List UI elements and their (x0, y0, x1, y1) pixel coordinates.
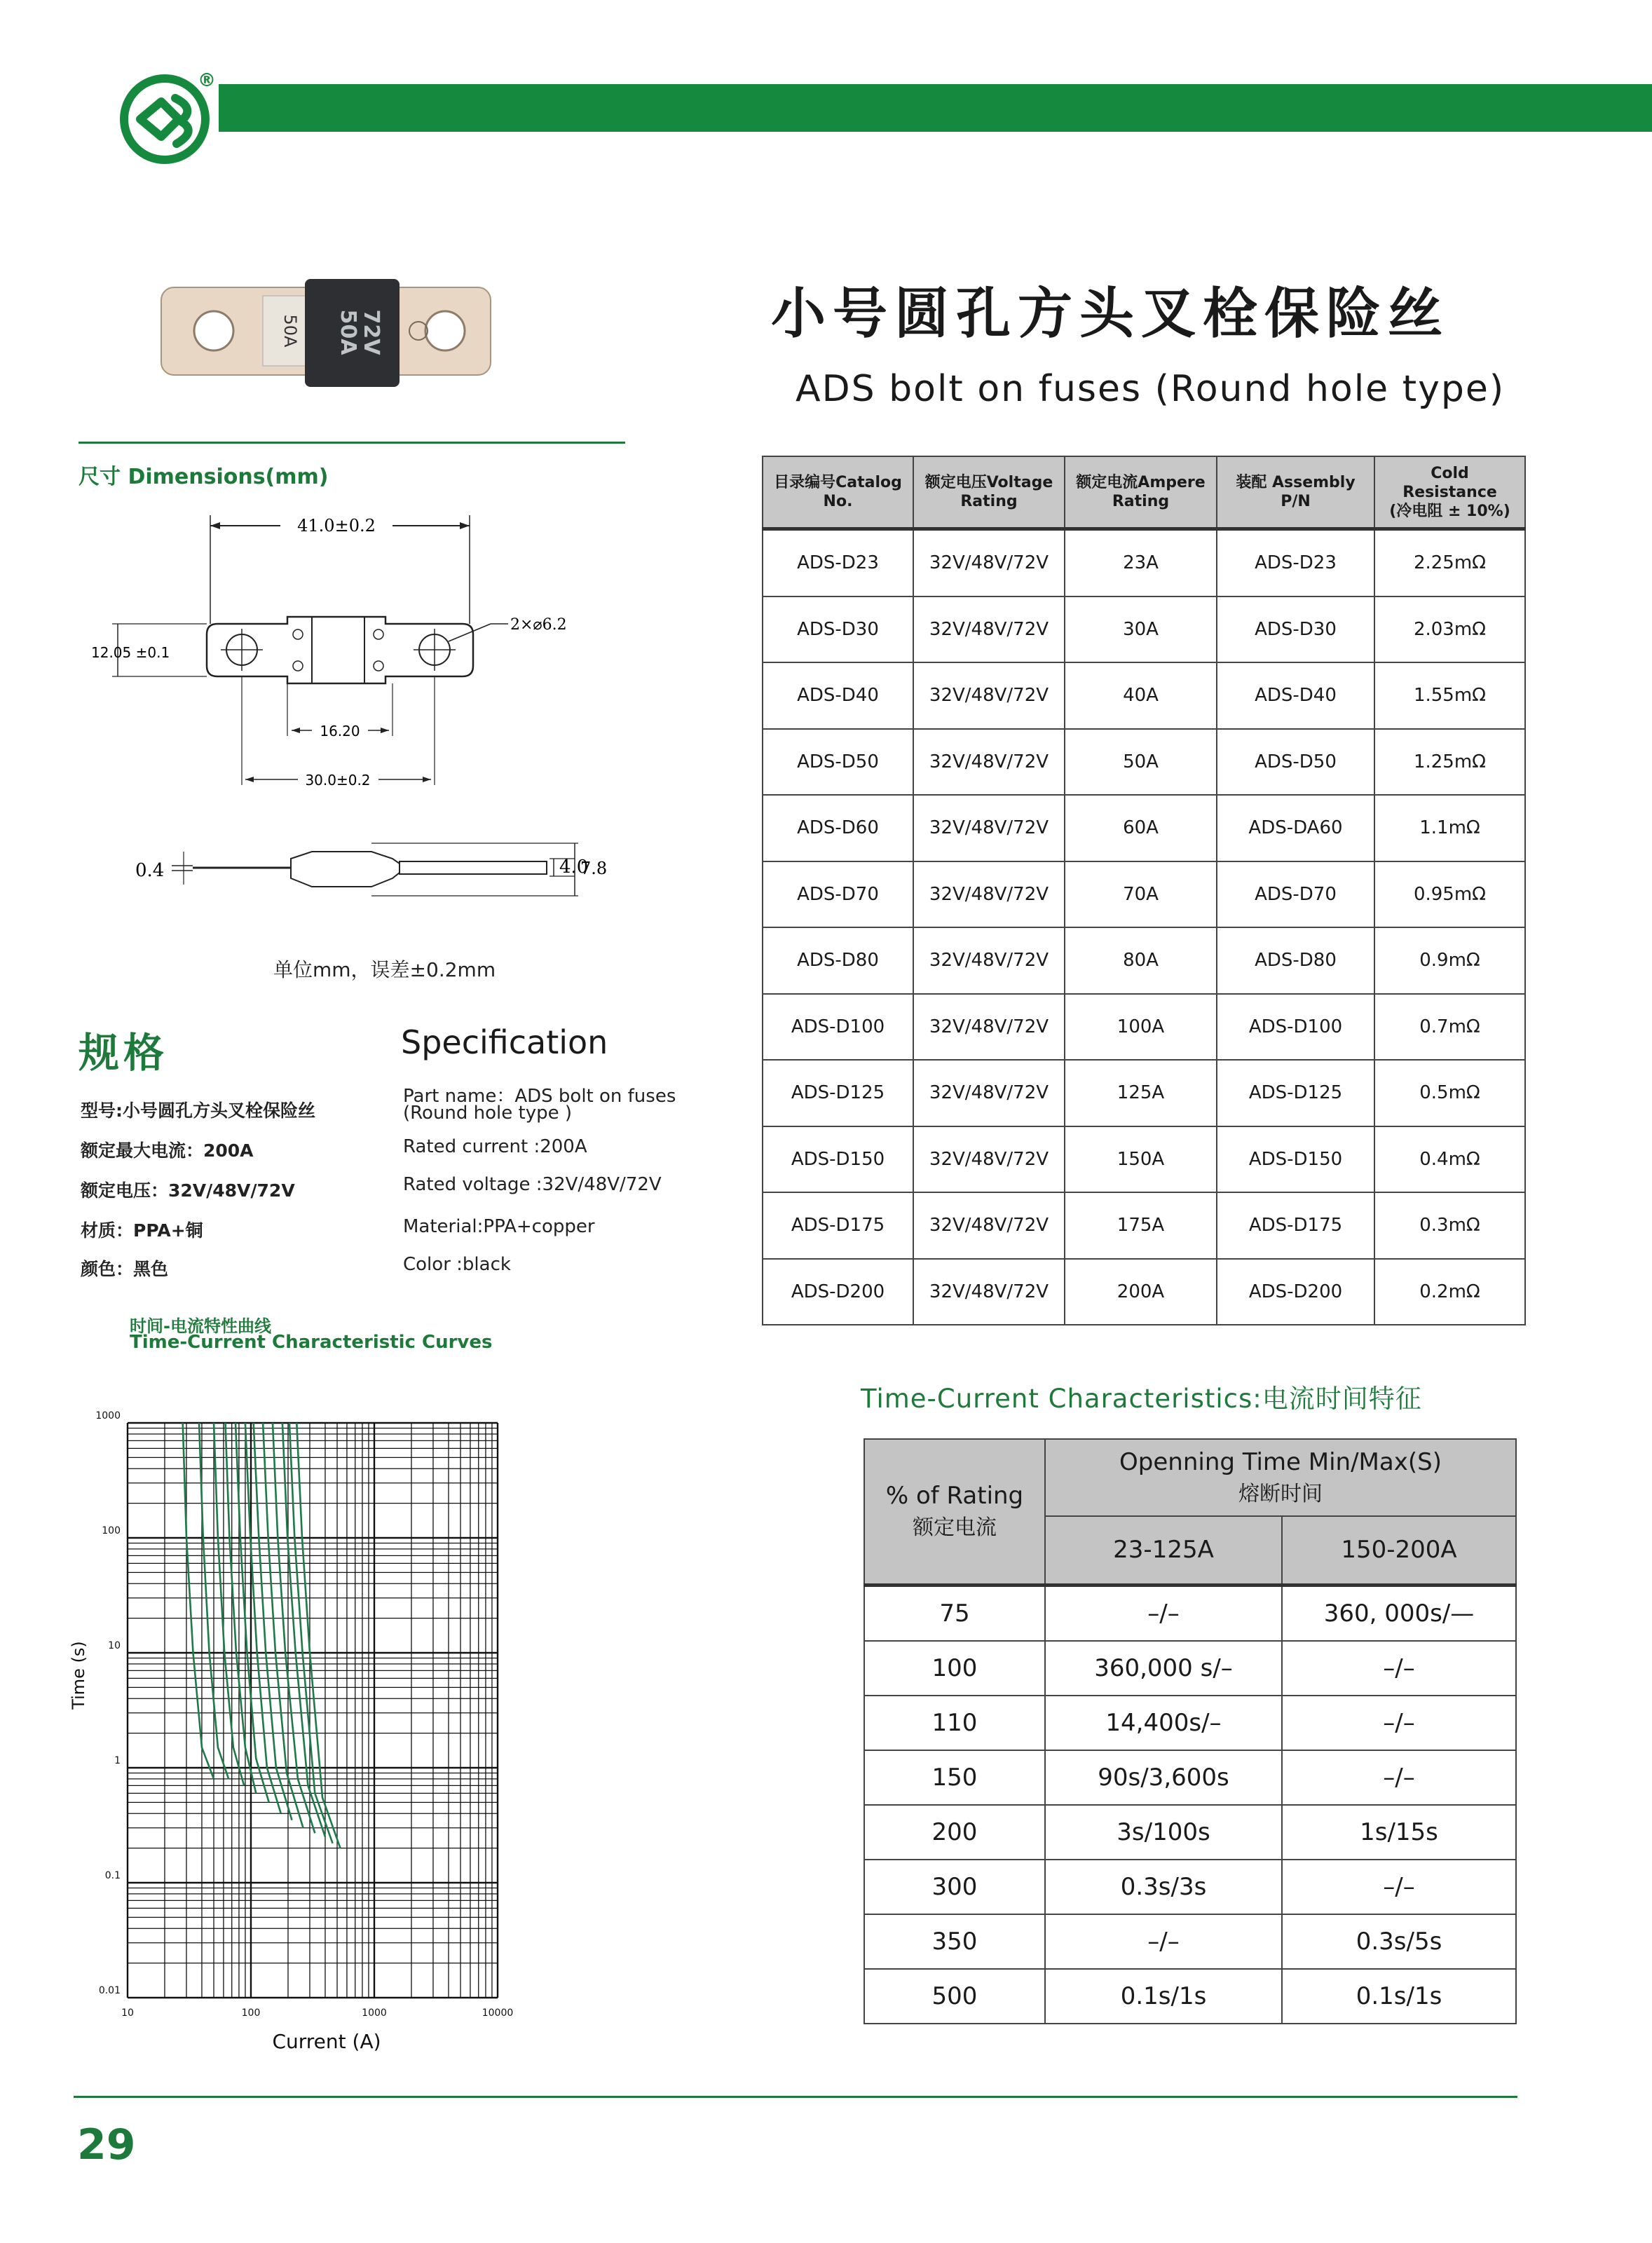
table-cell: 30A (1065, 596, 1217, 663)
x-axis-label: Current (A) (272, 2030, 381, 2053)
y-tick-label: 10 (108, 1640, 121, 1651)
col-header-voltage: 额定电压Voltage Rating (913, 456, 1065, 529)
table-row (763, 994, 1525, 1061)
y-tick-label: 0.1 (104, 1870, 121, 1881)
table-cell: 90s/3,600s (1045, 1750, 1282, 1805)
table-cell: 2.25mΩ (1374, 529, 1525, 596)
table-cell: 32V/48V/72V (913, 861, 1065, 928)
table-cell: ADS-D100 (1217, 994, 1374, 1061)
table-cell: 40A (1065, 662, 1217, 729)
table-cell: 32V/48V/72V (913, 927, 1065, 994)
table-row (763, 662, 1525, 729)
spec-heading-en: Specification (401, 1023, 608, 1061)
table-cell: –/– (1045, 1585, 1282, 1641)
fuse-label-1: 50A (280, 314, 300, 348)
table-row (763, 1060, 1525, 1126)
table-cell: 32V/48V/72V (913, 596, 1065, 663)
table-cell: 300 (864, 1860, 1045, 1914)
table-cell: 60A (1065, 795, 1217, 861)
y-tick-label: 100 (102, 1525, 121, 1536)
rating-header: % of Rating 额定电流 (864, 1439, 1045, 1585)
table-cell: 32V/48V/72V (913, 1060, 1065, 1126)
table-cell: ADS-D70 (1217, 861, 1374, 928)
table-row (864, 1696, 1516, 1750)
table-row (864, 1805, 1516, 1860)
dimensions-heading: 尺寸 Dimensions(mm) (78, 465, 329, 489)
y-axis-label: Time (s) (69, 1641, 88, 1710)
spec-en-line: Material:PPA+copper (403, 1216, 595, 1237)
curve-line (289, 1423, 333, 1843)
header-bar (219, 84, 1652, 132)
table-cell: ADS-D100 (763, 994, 913, 1061)
table-cell: 100 (864, 1641, 1045, 1696)
table-cell: 0.3mΩ (1374, 1192, 1525, 1259)
table-row (763, 1259, 1525, 1325)
spec-cn-line: 额定电压：32V/48V/72V (81, 1180, 295, 1201)
table-cell: 75 (864, 1585, 1045, 1641)
table-cell: ADS-D150 (1217, 1126, 1374, 1193)
table-cell: 1.25mΩ (1374, 729, 1525, 796)
spec-en-line: Color :black (403, 1254, 511, 1275)
spec-cn-line: 额定最大电流：200A (81, 1140, 254, 1161)
table-cell: 0.9mΩ (1374, 927, 1525, 994)
hole-label: 2×⌀6.2 (510, 616, 567, 634)
table-cell: 0.1s/1s (1282, 1969, 1516, 2024)
dimension-drawing (70, 505, 631, 925)
table-cell: ADS-D80 (1217, 927, 1374, 994)
table-cell: 3s/100s (1045, 1805, 1282, 1860)
table-row (864, 1585, 1516, 1641)
table-row (763, 729, 1525, 796)
y-tick-label: 1 (114, 1755, 121, 1766)
spec-en-line: Part name：ADS bolt on fuses (403, 1086, 676, 1107)
table-cell: ADS-D50 (1217, 729, 1374, 796)
table-cell: ADS-D40 (763, 662, 913, 729)
table-cell: 32V/48V/72V (913, 994, 1065, 1061)
table-cell: 32V/48V/72V (913, 1259, 1065, 1325)
curve-line (282, 1423, 325, 1837)
x-tick-label: 1000 (362, 2007, 387, 2019)
table-cell: ADS-D70 (763, 861, 913, 928)
time-current-chart (49, 1353, 554, 2068)
table-cell: 0.5mΩ (1374, 1060, 1525, 1126)
table-cell: ADS-D200 (1217, 1259, 1374, 1325)
table-cell: 0.1s/1s (1045, 1969, 1282, 2024)
table-row (763, 1126, 1525, 1193)
table-cell: ADS-D23 (763, 529, 913, 596)
table-header-row (763, 456, 1525, 529)
dimension-note: 单位mm，误差±0.2mm (273, 958, 496, 981)
table-cell: –/– (1282, 1750, 1516, 1805)
spec-heading-cn: 规格 (78, 1029, 169, 1077)
table-cell: 32V/48V/72V (913, 662, 1065, 729)
col-header-catalog: 目录编号Catalog No. (763, 456, 913, 529)
fuse-label-2: 50A (336, 309, 360, 355)
col-header-assembly: 装配 Assembly P/N (1217, 456, 1374, 529)
table-cell: –/– (1045, 1914, 1282, 1969)
page-number: 29 (77, 2120, 136, 2169)
side-inner-label: 4.0 (559, 857, 589, 878)
table-row (763, 861, 1525, 928)
thickness-label: 0.4 (135, 860, 165, 881)
table-row (864, 1914, 1516, 1969)
curve-line (214, 1423, 244, 1785)
section-divider (78, 442, 625, 444)
spec-cn-line: 材质：PPA+铜 (81, 1220, 203, 1241)
table-cell: ADS-D50 (763, 729, 913, 796)
body-width-label: 16.20 (320, 723, 360, 739)
table-row (864, 1860, 1516, 1914)
table-cell: ADS-DA60 (1217, 795, 1374, 861)
table-cell: 360,000 s/– (1045, 1641, 1282, 1696)
table-row (763, 596, 1525, 663)
table-cell: 14,400s/– (1045, 1696, 1282, 1750)
table-cell: 50A (1065, 729, 1217, 796)
side-outer-label: 7.8 (580, 859, 608, 878)
col-header-resistance: Cold Resistance (冷电阻 ± 10%) (1374, 456, 1525, 529)
table-cell: 32V/48V/72V (913, 529, 1065, 596)
table-cell: –/– (1282, 1641, 1516, 1696)
table-cell: ADS-D80 (763, 927, 913, 994)
table-cell: 360, 000s/— (1282, 1585, 1516, 1641)
spec-en-line: Rated current :200A (403, 1136, 587, 1157)
spec-en-line: Rated voltage :32V/48V/72V (403, 1174, 662, 1195)
col-header-ampere: 额定电流Ampere Rating (1065, 456, 1217, 529)
table-cell: ADS-D150 (763, 1126, 913, 1193)
table-cell: ADS-D30 (763, 596, 913, 663)
registered-mark: ® (198, 70, 216, 91)
table-row (864, 1641, 1516, 1696)
table-cell: ADS-D60 (763, 795, 913, 861)
table-cell: 32V/48V/72V (913, 1192, 1065, 1259)
table-row (763, 1192, 1525, 1259)
table-cell: 0.3s/5s (1282, 1914, 1516, 1969)
table-cell: 0.7mΩ (1374, 994, 1525, 1061)
table-cell: 500 (864, 1969, 1045, 2024)
table-cell: 0.95mΩ (1374, 861, 1525, 928)
table-cell: ADS-D30 (1217, 596, 1374, 663)
table-cell: ADS-D40 (1217, 662, 1374, 729)
curve-line (296, 1423, 340, 1848)
table-cell: 0.4mΩ (1374, 1126, 1525, 1193)
table-cell: 0.2mΩ (1374, 1259, 1525, 1325)
footer-divider (74, 2096, 1517, 2098)
table-cell: 1.55mΩ (1374, 662, 1525, 729)
hole-spacing-label: 30.0±0.2 (305, 772, 371, 789)
table-cell: 100A (1065, 994, 1217, 1061)
table-cell: ADS-D200 (763, 1259, 913, 1325)
table-cell: 80A (1065, 927, 1217, 994)
overall-length-label: 41.0±0.2 (297, 516, 376, 536)
spec-en-line: (Round hole type ) (403, 1103, 573, 1124)
chart-title: Time-Current Characteristic Curves (130, 1332, 493, 1353)
height-label: 12.05 ±0.1 (91, 644, 170, 661)
table-row (763, 927, 1525, 994)
table-cell: 1s/15s (1282, 1805, 1516, 1860)
table-cell: 200 (864, 1805, 1045, 1860)
subheader-high: 150-200A (1282, 1516, 1516, 1585)
table-cell: ADS-D175 (763, 1192, 913, 1259)
table-cell: 110 (864, 1696, 1045, 1750)
curve-line (183, 1423, 214, 1779)
table-cell: 32V/48V/72V (913, 729, 1065, 796)
tc-header-row (864, 1439, 1516, 1516)
table-cell: 200A (1065, 1259, 1217, 1325)
table-row (864, 1750, 1516, 1805)
table-cell: ADS-D175 (1217, 1192, 1374, 1259)
table-row (763, 795, 1525, 861)
y-tick-label: 0.01 (98, 1985, 121, 1996)
fuse-catalog-table (762, 456, 1526, 1325)
chart-title-cn: 时间-电流特性曲线 (130, 1316, 271, 1336)
table-cell: 70A (1065, 861, 1217, 928)
title-cn: 小号圆孔方头叉栓保险丝 (771, 282, 1450, 346)
tc-table-title: Time-Current Characteristics:电流时间特征 (861, 1384, 1422, 1414)
table-cell: 32V/48V/72V (913, 1126, 1065, 1193)
table-cell: –/– (1282, 1696, 1516, 1750)
table-cell: ADS-D23 (1217, 529, 1374, 596)
y-tick-label: 1000 (95, 1410, 121, 1422)
table-cell: 350 (864, 1914, 1045, 1969)
opening-time-header: Openning Time Min/Max(S) 熔断时间 (1045, 1439, 1516, 1516)
x-tick-label: 100 (241, 2007, 261, 2019)
fuse-label-3: 72V (359, 309, 383, 355)
table-cell: 0.3s/3s (1045, 1860, 1282, 1914)
table-row (763, 529, 1525, 596)
table-cell: ADS-D125 (1217, 1060, 1374, 1126)
table-cell: ADS-D125 (763, 1060, 913, 1126)
x-tick-label: 10000 (482, 2007, 514, 2019)
table-cell: 175A (1065, 1192, 1217, 1259)
table-cell: 1.1mΩ (1374, 795, 1525, 861)
fuse-photo (158, 273, 494, 393)
time-current-table (863, 1438, 1517, 2024)
table-cell: 2.03mΩ (1374, 596, 1525, 663)
table-cell: –/– (1282, 1860, 1516, 1914)
spec-cn-line: 型号:小号圆孔方头叉栓保险丝 (81, 1100, 315, 1121)
table-cell: 150 (864, 1750, 1045, 1805)
table-cell: 32V/48V/72V (913, 795, 1065, 861)
table-cell: 125A (1065, 1060, 1217, 1126)
table-row (864, 1969, 1516, 2024)
subheader-low: 23-125A (1045, 1516, 1282, 1585)
table-cell: 23A (1065, 529, 1217, 596)
x-tick-label: 10 (121, 2007, 134, 2019)
table-cell: 150A (1065, 1126, 1217, 1193)
spec-cn-line: 颜色：黑色 (81, 1259, 169, 1279)
title-en: ADS bolt on fuses (Round hole type) (796, 368, 1506, 410)
